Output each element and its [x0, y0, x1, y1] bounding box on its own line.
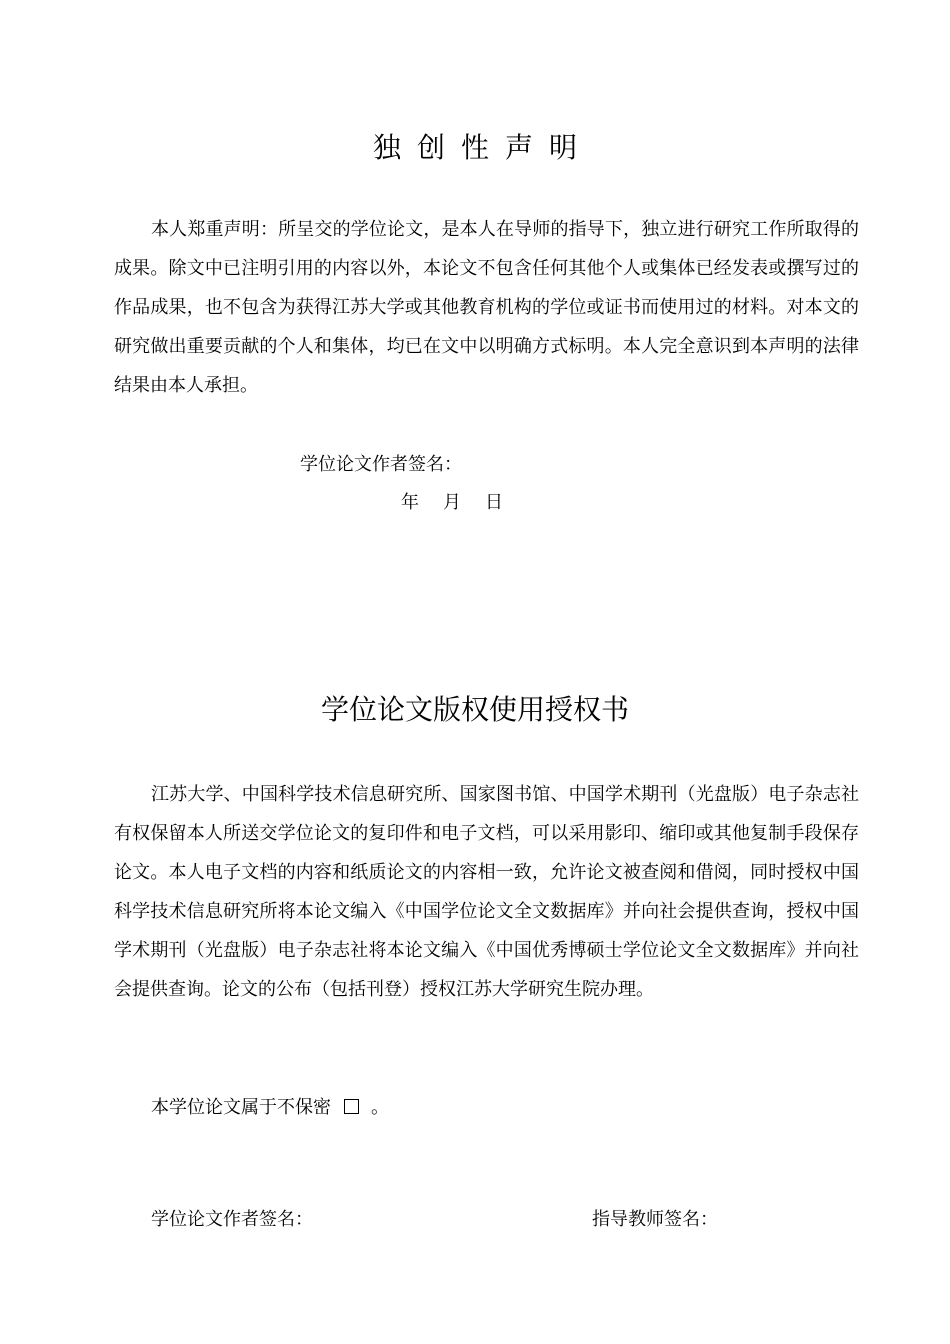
- date-day-label: 日: [485, 492, 503, 513]
- date-month-label: 月: [443, 492, 461, 513]
- authorization-body: 江苏大学、中国科学技术信息研究所、国家图书馆、中国学术期刊（光盘版）电子杂志社有权保留本人所送交学位论文的复印件和电子文档，可以采用影印、缩印或其他复制手段保存论文。本人电子文档的内容和纸质论文的内容相一致，允许论文被查阅和借阅，同时授权中国科学技术信息研究所将本论文编入《中国学位论文全文数据库》并向社会提供查询，授权中国学术期刊（光盘版）电子杂志社将本论文编入《中国优秀博硕士学位论文全文数据库》并向社会提供查询。论文的公布（包括刊登）授权江苏大学研究生院办理。: [114, 784, 859, 1000]
- secrecy-end: 。: [371, 1097, 389, 1118]
- supervisor-signature-label: 指导教师签名：: [592, 1209, 718, 1230]
- not-confidential-checkbox[interactable]: [344, 1099, 359, 1114]
- declaration-title: 独创性声明: [372, 131, 593, 164]
- secrecy-label: 本学位论文属于不保密: [151, 1097, 331, 1118]
- authorization-author-signature-label: 学位论文作者签名：: [151, 1209, 313, 1230]
- date-year-label: 年: [401, 492, 419, 513]
- declaration-date: [401, 490, 503, 516]
- declaration-author-signature-label: 学位论文作者签名：: [300, 454, 462, 475]
- secrecy-statement: [151, 1095, 389, 1121]
- authorization-title: 学位论文版权使用授权书: [320, 693, 629, 726]
- declaration-body: 本人郑重声明：所呈交的学位论文，是本人在导师的指导下，独立进行研究工作所取得的成果。除文中已注明引用的内容以外，本论文不包含任何其他个人或集体已经发表或撰写过的作品成果，也不包含为获得江苏大学或其他教育机构的学位或证书而使用过的材料。对本文的研究做出重要贡献的个人和集体，均已在文中以明确方式标明。本人完全意识到本声明的法律结果由本人承担。: [114, 219, 859, 396]
